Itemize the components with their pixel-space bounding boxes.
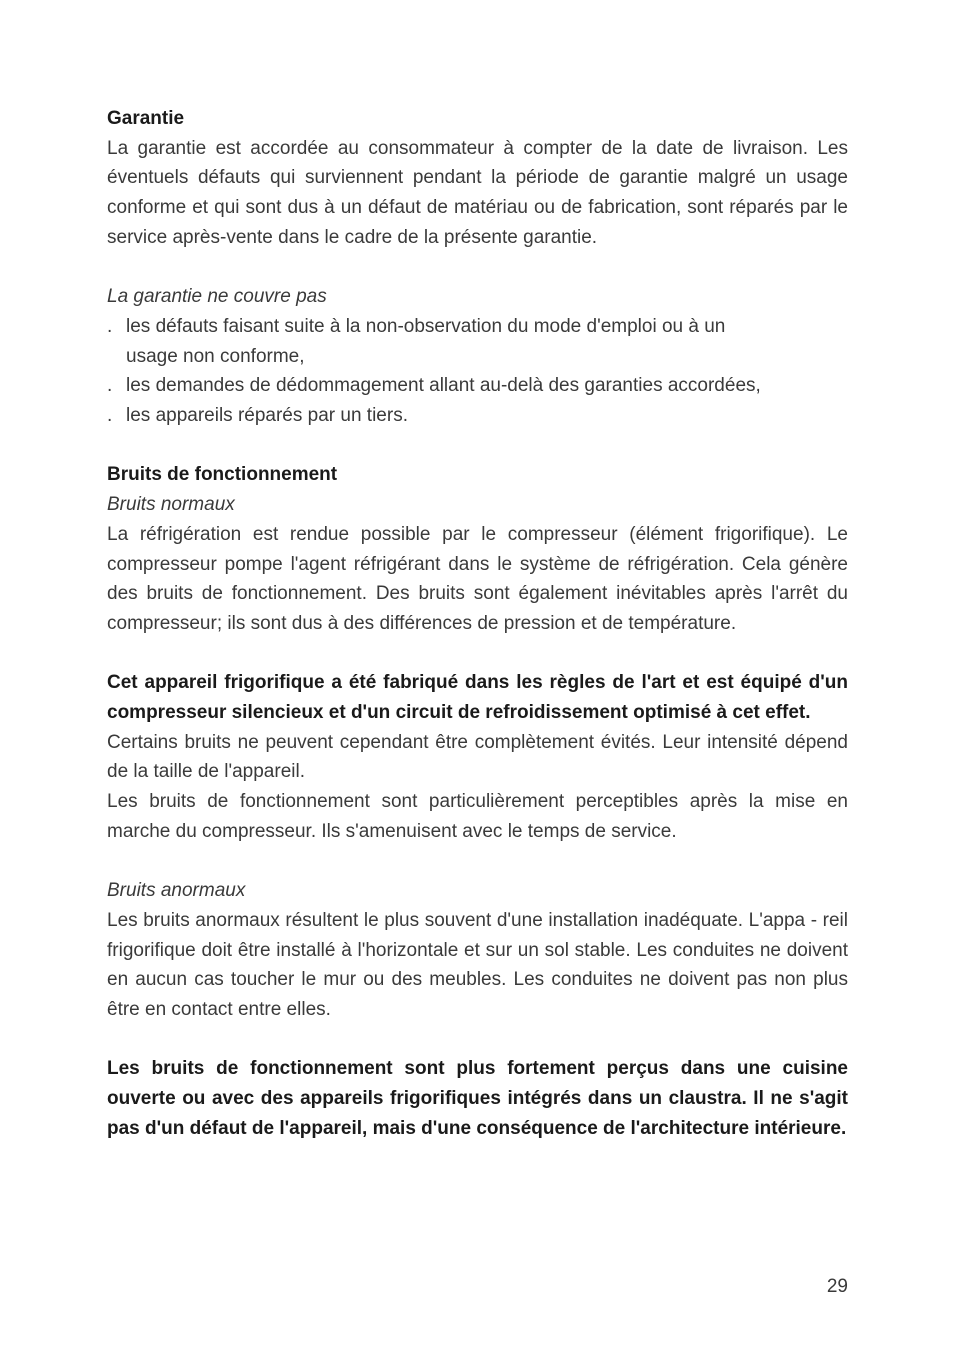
quality-statement: Cet appareil frigorifique a été fabriqué dans les règles de l'art et est équipé d'un compresseur silencieux et d'un circuit de refroidissement optimisé à cet effet. (107, 672, 848, 724)
spacer (107, 431, 848, 461)
page-number: 29 (826, 1276, 848, 1297)
normal-noise-subheading: Bruits normaux (107, 494, 235, 516)
spacer (107, 1025, 848, 1055)
size-note-paragraph: Certains bruits ne peuvent cependant être complètement évités. Leur intensité dépend de la taille de l'appareil. (107, 731, 848, 783)
list-item-text: les appareils réparés par un tiers. (126, 405, 408, 427)
list-item (107, 312, 848, 371)
list-bullet: . (107, 405, 113, 427)
list-bullet: . (107, 375, 113, 397)
spacer (107, 639, 848, 669)
warranty-paragraph: La garantie est accordée au consommateur à compter de la date de livraison. Les éventuels défauts qui surviennent pendant la période de garantie malgré un usage conforme et qui sont dus à un défaut de matériau ou de fabrication, sont réparés par le service après-vente dans le cadre de la présente garantie. (107, 137, 848, 248)
normal-noise-paragraph: La réfrigération est rendue possible par le compresseur (élément frigorifique). Le compresseur pompe l'agent réfrigérant dans le système de réfrigération. Cela génère des bruits de fonctionnement. Des bruits sont également inévitables après l'arrêt du compresseur; ils sont dus à des différences de pression et de température. (107, 523, 848, 634)
warranty-exclusions-heading: La garantie ne couvre pas (107, 286, 327, 308)
list-item-text: les demandes de dédommagement allant au-delà des garanties accordées, (126, 375, 761, 397)
document-page (107, 104, 848, 1144)
list-item (107, 371, 848, 401)
list-item (107, 401, 848, 431)
list-item-text: les défauts faisant suite à la non-observation du mode d'emploi ou à un usage non conforme, (126, 315, 726, 367)
warranty-exclusions-list (107, 312, 848, 431)
spacer (107, 253, 848, 283)
startup-note-paragraph: Les bruits de fonctionnement sont particulièrement perceptibles après la mise en marche du compresseur. Ils s'amenuisent avec le temps de service. (107, 791, 848, 842)
spacer (107, 847, 848, 877)
warranty-heading: Garantie (107, 108, 185, 129)
list-bullet: . (107, 315, 113, 337)
architecture-statement: Les bruits de fonctionnement sont plus fortement perçus dans une cuisine ouverte ou avec des appareils frigorifiques intégrés dans un claustra. Il ne s'agit pas d'un défaut de l'appareil, mais d'une conséquence de l'architecture intérieure. (107, 1058, 848, 1139)
abnormal-noise-subheading: Bruits anormaux (107, 880, 246, 902)
noise-heading: Bruits de fonctionnement (107, 464, 338, 486)
abnormal-noise-paragraph: Les bruits anormaux résultent le plus souvent d'une installation inadéquate. L'appa - reil frigorifique doit être installé à l'horizontale et sur un sol stable. Les conduites ne doivent en aucun cas toucher le mur ou des meubles. Les conduites ne doivent pas non plus être en contact entre elles. (107, 909, 848, 1021)
